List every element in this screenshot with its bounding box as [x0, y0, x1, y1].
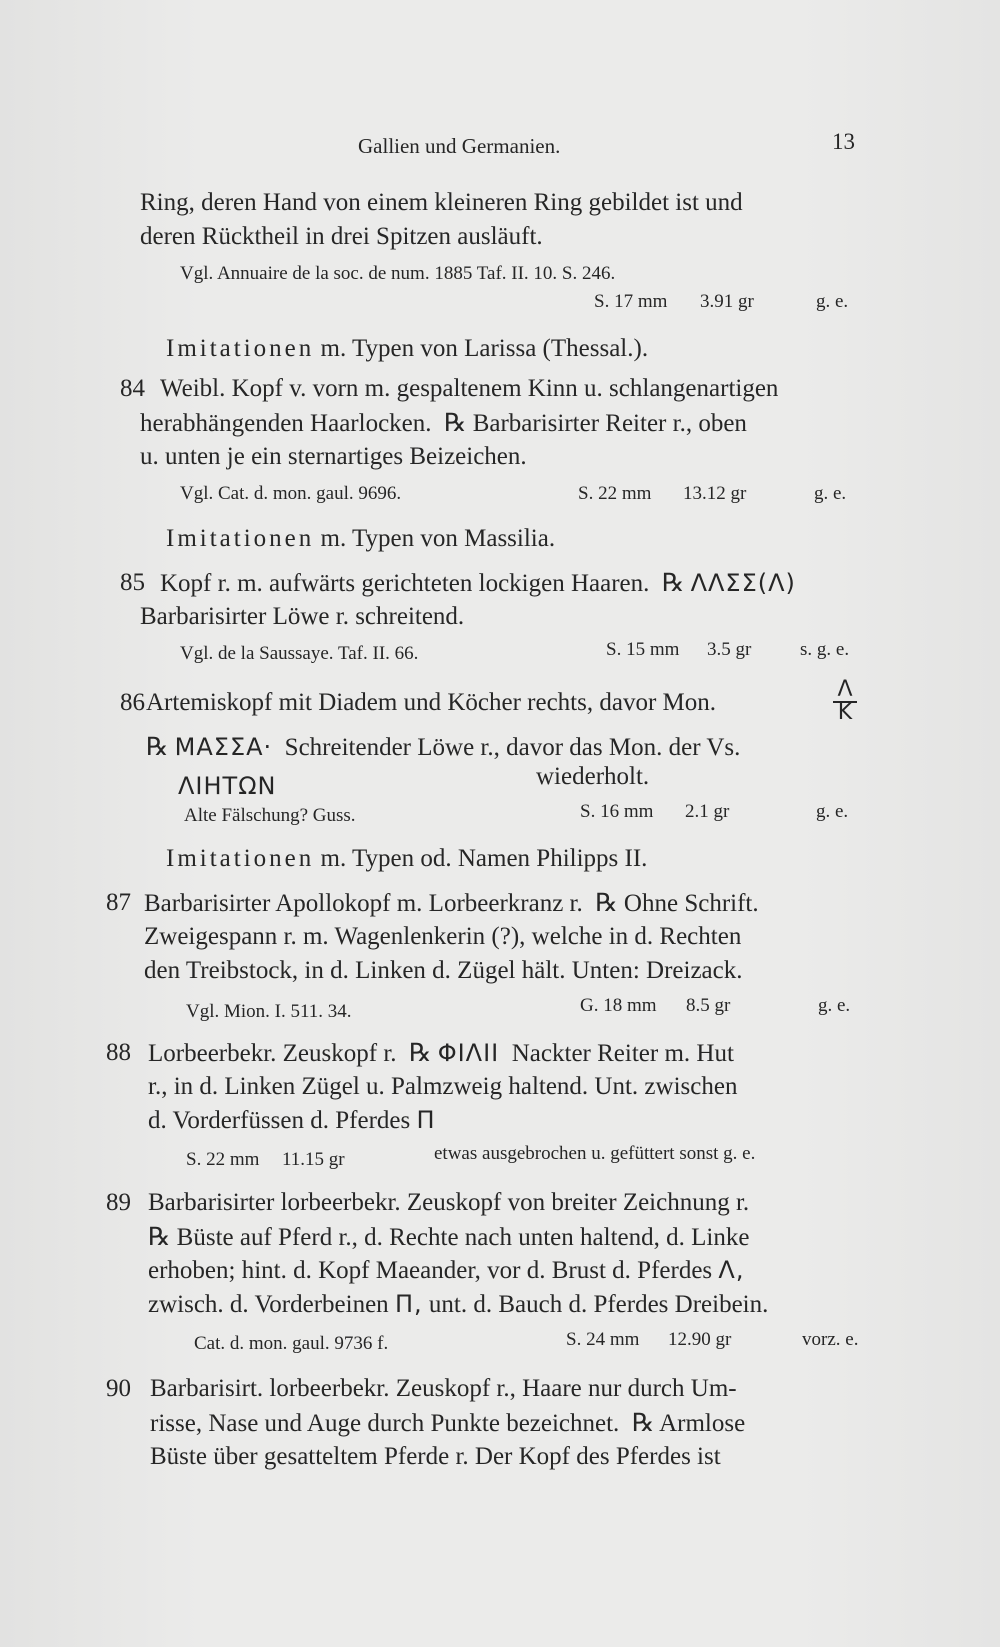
entry-89-line-4: zwisch. d. Vorderbeinen Π, unt. d. Bauch d. Pferdes Dreibein. [148, 1290, 769, 1318]
entry-86-size: S. 16 mm [580, 801, 654, 822]
entry-84-condition: g. e. [814, 483, 847, 504]
entry-89-condition: vorz. e. [802, 1329, 859, 1350]
section-heading-massilia: Imitationen m. Typen von Massilia. [166, 525, 556, 552]
entry-87-number: 87 [106, 889, 131, 916]
reverse-symbol: ℞ [661, 568, 685, 597]
intro-weight: 3.91 gr [700, 291, 754, 312]
greek-legend: ΛΛΣΣ(Λ) [690, 569, 796, 597]
entry-87-line-3: den Treibstock, in d. Linken d. Zügel hält. Unten: Dreizack. [144, 957, 743, 984]
entry-85-weight: 3.5 gr [707, 639, 752, 660]
entry-87-reference: Vgl. Mion. I. 511. 34. [186, 1001, 352, 1022]
greek-legend: ΦΙΛΙΙ [437, 1039, 500, 1067]
entry-86-number: 86 [120, 689, 145, 716]
running-head: Gallien und Germanien. [358, 134, 561, 158]
intro-line-1: Ring, deren Hand von einem kleineren Ring gebildet ist und [140, 189, 743, 216]
monogram-lambda-icon: Λ, [718, 1256, 745, 1284]
entry-85-reference: Vgl. de la Saussaye. Taf. II. 66. [180, 643, 419, 664]
entry-86-reference: Alte Fälschung? Guss. [184, 805, 356, 826]
intro-reference: Vgl. Annuaire de la soc. de num. 1885 Taf. II. 10. S. 246. [180, 263, 616, 284]
entry-90-line-2: risse, Nase und Auge durch Punkte bezeichnet. ℞ Armlose [150, 1408, 746, 1437]
intro-line-2: deren Rücktheil in drei Spitzen ausläuft. [140, 223, 543, 250]
section-heading-philipps: Imitationen m. Typen od. Namen Philipps II. [166, 845, 648, 872]
reverse-symbol: ℞ [409, 1038, 432, 1067]
entry-85-line-2: Barbarisirter Löwe r. schreitend. [140, 603, 465, 630]
entry-85-number: 85 [120, 569, 145, 596]
entry-86-weight: 2.1 gr [685, 801, 730, 822]
entry-84-weight: 13.12 gr [683, 483, 747, 504]
entry-87-line-2: Zweigespann r. m. Wagenlenkerin (?), welche in d. Rechten [144, 923, 742, 950]
entry-90-line-3: Büste über gesatteltem Pferde r. Der Kopf des Pferdes ist [150, 1443, 721, 1470]
entry-87-size: G. 18 mm [580, 995, 657, 1016]
entry-89-size: S. 24 mm [566, 1329, 640, 1350]
entry-89-line-3: erhoben; hint. d. Kopf Maeander, vor d. Brust d. Pferdes Λ, [148, 1256, 745, 1284]
greek-legend-2: ΛΙΗΤΩΝ [178, 772, 277, 800]
reverse-symbol: ℞ [631, 1408, 655, 1437]
entry-89-number: 89 [106, 1189, 131, 1216]
entry-87-weight: 8.5 gr [686, 995, 731, 1016]
entry-90-line-1: Barbarisirt. lorbeerbekr. Zeuskopf r., Haare nur durch Um- [150, 1375, 737, 1402]
entry-88-note: etwas ausgebrochen u. gefüttert sonst g. e. [434, 1143, 756, 1164]
reverse-symbol: ℞ [146, 732, 169, 761]
entry-84-size: S. 22 mm [578, 483, 652, 504]
entry-88-number: 88 [106, 1039, 131, 1066]
entry-86-line-2: ℞ ΜΑΣΣΑ· Schreitender Löwe r., davor das Mon. der Vs. [146, 732, 741, 761]
entry-84-line-2: herabhängenden Haarlocken. ℞ Barbarisirter Reiter r., oben [140, 408, 747, 437]
greek-legend-1: ΜΑΣΣΑ· [174, 733, 273, 761]
entry-84-number: 84 [120, 375, 145, 402]
reverse-symbol: ℞ [148, 1222, 171, 1251]
monogram-ak-icon: Λ K [830, 680, 860, 723]
entry-88-line-3: d. Vorderfüssen d. Pferdes Π [148, 1106, 436, 1134]
page-number: 13 [832, 129, 855, 154]
entry-89-line-1: Barbarisirter lorbeerbekr. Zeuskopf von breiter Zeichnung r. [148, 1189, 750, 1216]
reverse-symbol: ℞ [444, 408, 467, 437]
entry-87-line-1: Barbarisirter Apollokopf m. Lorbeerkranz r. ℞ Ohne Schrift. [144, 888, 759, 917]
section-heading-larissa: Imitationen m. Typen von Larissa (Thessal.). [166, 335, 649, 362]
entry-89-line-2: ℞ Büste auf Pferd r., d. Rechte nach unten haltend, d. Linke [148, 1222, 750, 1251]
entry-86-condition: g. e. [816, 801, 849, 822]
reverse-symbol: ℞ [595, 888, 618, 917]
entry-86-line-3: wiederholt. [536, 763, 650, 790]
entry-85-line-1: Kopf r. m. aufwärts gerichteten lockigen Haaren. ℞ ΛΛΣΣ(Λ) [160, 568, 796, 597]
entry-85-condition: s. g. e. [800, 639, 850, 660]
entry-88-line-1: Lorbeerbekr. Zeuskopf r. ℞ ΦΙΛΙΙ Nackter Reiter m. Hut [148, 1038, 734, 1067]
intro-condition: g. e. [816, 291, 849, 312]
entry-87-condition: g. e. [818, 995, 851, 1016]
monogram-pi-icon: Π [416, 1106, 436, 1134]
entry-84-line-3: u. unten je ein sternartiges Beizeichen. [140, 443, 527, 470]
entry-88-weight: 11.15 gr [282, 1149, 345, 1170]
entry-84-reference: Vgl. Cat. d. mon. gaul. 9696. [180, 483, 402, 504]
entry-88-line-2: r., in d. Linken Zügel u. Palmzweig haltend. Unt. zwischen [148, 1073, 738, 1100]
entry-89-weight: 12.90 gr [668, 1329, 732, 1350]
monogram-pi-icon: Π, [394, 1290, 423, 1318]
entry-85-size: S. 15 mm [606, 639, 680, 660]
entry-86-line-1: Artemiskopf mit Diadem und Köcher rechts, davor Mon. [146, 689, 717, 716]
intro-size: S. 17 mm [594, 291, 668, 312]
entry-89-reference: Cat. d. mon. gaul. 9736 f. [194, 1333, 389, 1354]
entry-84-line-1: Weibl. Kopf v. vorn m. gespaltenem Kinn u. schlangenartigen [160, 375, 779, 402]
entry-88-size: S. 22 mm [186, 1149, 260, 1170]
entry-90-number: 90 [106, 1375, 131, 1402]
